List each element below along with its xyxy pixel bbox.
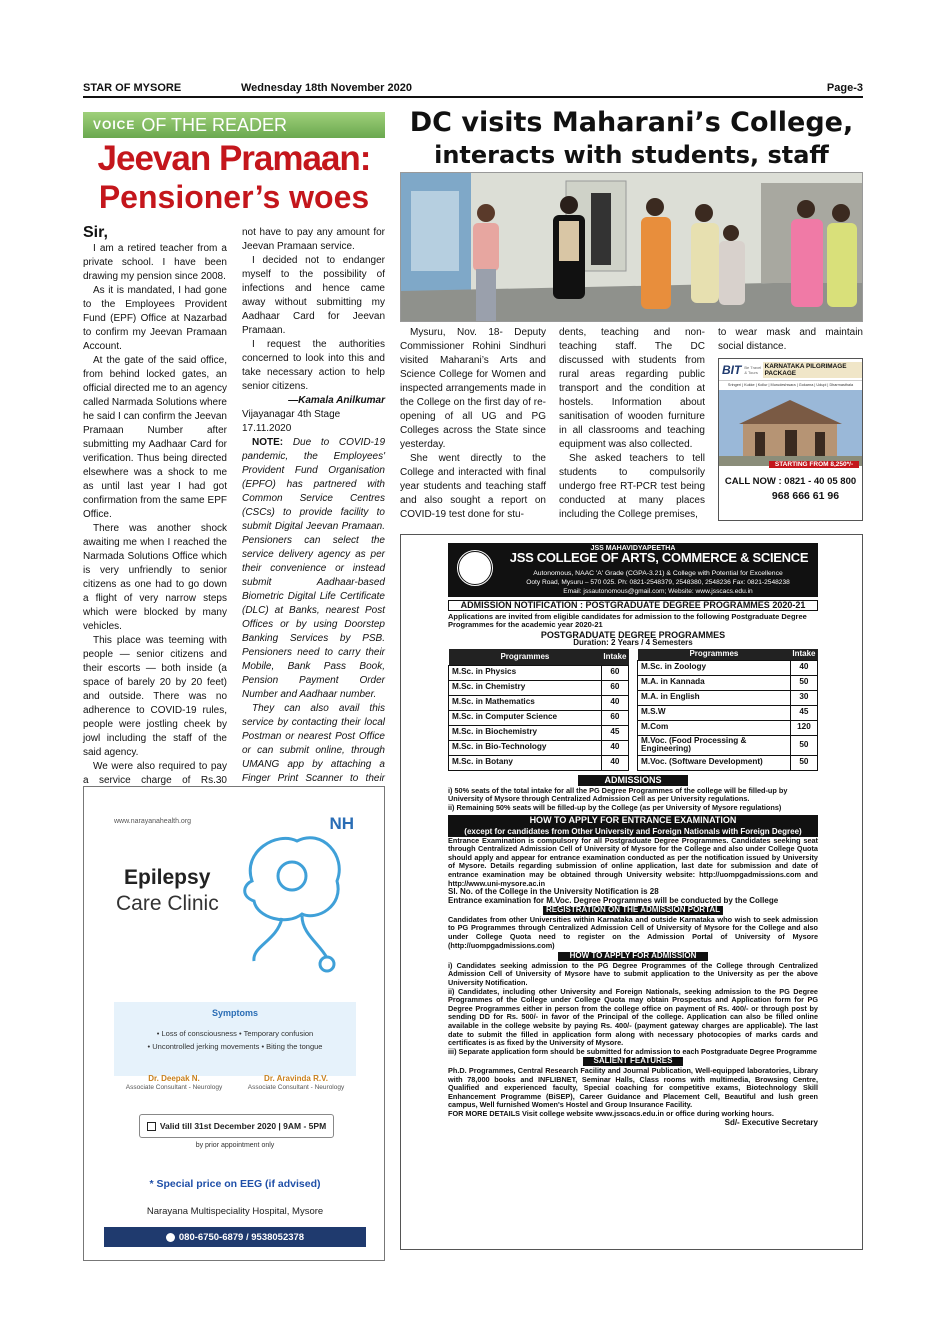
admission-rule-1: i) 50% seats of the total intake for all the PG Degree Programmes of the college will be filled-up by University of Mysore through Centralized Admission Cell as per University regulations. [448,785,788,804]
bit-ad-title: KARNATAKA PILGRIMAGE PACKAGE [763,362,862,378]
jss-duration: Duration: 2 Years / 4 Semesters [573,638,693,648]
apply-step-2: ii) Candidates, including other University and Foreign Nationals, seeking admission to the PG Degree Programmes of the College under College Quota may obtain Prospectus and Application form for PG Degree Programmes either in person from the college office on payment of Rs. 400/- or through post by sending DD for Rs. 500/- in favor of the Principal of the college. Application can also be filled online available in the college website by paying Rs. 400/- (payment gateway charges are applicable). The last date to submit the filled in application form along with necessary photocopies of marks cards and certificates is as fixed by the University of Mysore. [448,986,818,1048]
dc-news-photo [400,172,863,322]
letter-salutation: Sir, [83,224,108,241]
letter-paragraph: At the gate of the said office, from behind locked gates, an official directed me to an agency called Narmada Solutions where he said I can confirm the Jeevan Pramaan Number after submitting my Aadhaar Card for verification. Thus being directed elsewhere was a shock to me as until last year I had got confirmation from the same EPF Office. [83,355,227,520]
jss-address: Ooty Road, Mysuru – 570 025. Ph: 0821-2548379, 2548380, 2548236 Fax: 0821-2548238 [526,579,790,586]
narayana-url: www.narayanahealth.org [114,818,192,825]
bit-price: STARTING FROM 8,250*/- [769,461,859,468]
table-row: M.A. in English 30 [638,690,818,705]
dc-paragraph: Mysuru, Nov. 18- Deputy Commissioner Rohini Sindhuri visited Maharani’s Arts and Science College for Women and inspected arrangements made in the College on the first day of re-opening of all UG and PG Colleges across the State since yesterday. [400,327,546,450]
jss-intro: Applications are invited from eligible candidates for admission to the following Postgraduate Degree Programmes for the academic year 2020-21 [448,611,807,630]
table-row: M.Sc. in Chemistry 60 [449,680,629,695]
entrance-subtitle: (except for candidates from Other University and Foreign Nationals with Foreign Degree) [464,826,802,836]
clinic-title-1: Epilepsy [124,866,211,889]
table-row: M.Voc. (Food Processing & Engineering) 50 [638,735,818,755]
voice-headline [83,140,385,216]
bit-places: Sringeri | Kukke | Kollur | Murudeshwara | Gokarna | Udupi | Dharmasthala [727,383,854,387]
table-row: M.Sc. in Mathematics 40 [449,695,629,710]
jss-parent: JSS MAHAVIDYAPEETHA [590,545,676,552]
table-row: M.Sc. in Zoology 40 [638,660,818,675]
letter-signature: —Kamala Anilkumar [288,395,385,406]
voice-banner-prefix: VOICE [93,118,136,132]
letter-column-1 [83,226,227,802]
admission-rule-2: ii) Remaining 50% seats will be filled-up by the College (as per University of Mysore regulations) [448,802,782,812]
narayana-card [104,804,366,1234]
table-row: M.Sc. in Biochemistry 45 [449,725,629,740]
bit-ad-header [719,359,862,381]
doctor-1-name: Dr. Deepak N. [148,1074,200,1083]
programme-table-left [448,649,629,771]
voice-banner-rest: OF THE READER [141,114,288,135]
dc-headline-line2: interacts with students, staff [434,141,829,169]
jss-notification: ADMISSION NOTIFICATION : POSTGRADUATE DEGREE PROGRAMMES 2020-21 [448,600,818,611]
salient-text: Ph.D. Programmes, Central Research Facility and Journal Publication, Well-equipped laboratories, Library with 78,000 books and INFLIBNET, Seminar Halls, Class rooms with multimedia, Browsing Centre, Qualified and experienced faculty, Special coaching for competitive exams, Biotechnology Skill Enhancement Programme (BiSEP), Career Guidance and Placement Cell, Beautiful and lush green campus, Well furnished Women's Hostel and Group Insurance Facility. [448,1065,818,1110]
hospital-name: Narayana Multispeciality Hospital, Mysore [146,1206,324,1217]
jss-ad-content [448,543,818,1243]
editor-note-2: They can also avail this service by contacting their local Postman or nearest Post Office or can submit online, through UMANG app by attaching a Finger Print Scanner to their [242,703,385,784]
voice-headline-line2: Pensioner’s woes [98,179,370,215]
symptom-line-1: • Loss of consciousness • Temporary confusion [156,1029,314,1038]
narayana-phone-bar [104,1227,366,1247]
bit-call: CALL NOW : 0821 - 40 05 800 [724,476,857,487]
symptoms-heading: Symptoms [211,1008,258,1018]
mvoc-note: Entrance examination for M.Voc. Degree Programmes will be conducted by the College [448,895,779,905]
programme-table-right [637,649,818,771]
jss-college-name: JSS COLLEGE OF ARTS, COMMERCE & SCIENCE [509,550,809,565]
validity-box [139,1114,334,1138]
jss-programme-tables [448,649,818,771]
dc-paragraph: to wear mask and maintain social distance. [718,327,863,352]
eeg-special: * Special price on EEG (if advised) [149,1178,321,1190]
jss-emblem-icon [456,549,494,587]
jss-contact: Email: jssautonomous@gmail.com; Website: www.jsscacs.edu.in [563,588,753,595]
dc-column-1 [400,326,546,522]
page-number: Page-3 [826,82,863,94]
table-row: M.Sc. in Computer Science 60 [449,710,629,725]
appointment-note: by prior appointment only [195,1142,275,1149]
entrance-title: HOW TO APPLY FOR ENTRANCE EXAMINATION [529,814,737,825]
apply-step-1: i) Candidates seeking admission to the PG Degree Programmes of the College through Centralized Admission Cell of University of Mysore have to submit application to the University as per the above University Notification. [448,960,818,988]
jss-accreditation: Autonomous, NAAC 'A' Grade (CGPA-3.21) & College with Potential for Excellence [533,570,783,577]
voice-headline-line1: Jeevan Pramaan: [97,139,371,178]
symptom-line-2: • Uncontrolled jerking movements • Biting the tongue [147,1042,323,1051]
clinic-title-2: Care Clinic [116,892,219,915]
letter-paragraph: There was another shock awaiting me when I reached the Narmada Solutions Office which is very unfriendly to senior citizens as one had to go down a flight of very narrow steps which were blocked by many vehicles. [83,523,227,632]
registration-text: Candidates from other Universities within Karnataka and outside Karnataka who wish to seek admission to PG Programmes through Centralized Admission Cell of University of Mysore for the College and also under College Quota need to register on the Admission Portal of University of Mysore (http://uompgadmissions.com) [448,914,818,950]
nh-logo-text: NH [329,814,354,833]
col-header-programmes: Programmes [449,649,602,665]
salient-heading: SALIENT FEATURES [583,1057,683,1066]
paper-name: STAR OF MYSORE [83,82,182,94]
jss-college-ad [400,534,863,1250]
phone-icon [166,1233,175,1242]
registration-heading: REGISTRATION ON THE ADMISSION PORTAL [543,906,723,915]
dc-paragraph: She went directly to the College and interacted with final year students and teaching staff and also sought a report on COVID-19 test done for stu- [400,453,546,520]
corridor-scene [401,173,863,322]
letter-date: 17.11.2020 [242,423,292,434]
table-row: M.A. in Kannada 50 [638,675,818,690]
letter-column-2 [242,226,385,800]
letter-paragraph: not have to pay any amount for Jeevan Pramaan service. [242,227,385,252]
table-row: M.Com 120 [638,720,818,735]
narayana-phone: 080-6750-6879 / 9538052378 [178,1231,305,1243]
entrance-text: Entrance Examination is compulsory for all Postgraduate Degree Programmes. Candidates seeking seat through Centralized Admission Cell of University of Mysore for the College and also under College Quota should apply and appear for entrance examination conducted as per the notification issued by University of Mysore. Details regarding submission of online application, last date for submission and date of entrance examination may be obtained through University website: http://uompgadmissions.com and http://www.uni-mysore.ac.in [448,835,818,888]
col-header-intake: Intake [601,649,628,665]
table-row: M.Voc. (Software Development) 50 [638,755,818,770]
more-details: FOR MORE DETAILS Visit college website www.jsscacs.edu.in or office during working hours. [448,1108,774,1118]
dc-paragraph: She asked teachers to tell students to compulsorily undergo free RT-PCR test being conducted at many places including the College premises, [559,453,705,520]
jss-header [448,543,818,597]
editor-note: NOTE: Due to COVID-19 pandemic, the Employees' Provident Fund Organisation (EPFO) has partnered with Common Service Centres (CSCs) to provide facility to submit Digital Jeevan Pramaan. Pensioners can select the service delivery agency as per their convenience or instead submit Aadhaar-based Biometric Digital Life Certificate (DLC) at Banks, nearest Post Offices or by using Doorstep Banking Services by PSB. Pensioners need to carry their Mobile, Bank Pass Book, Pension Payment Order Number and Aadhaar number. [242,437,385,700]
letter-paragraph: As it is mandated, I had gone to the Employees Provident Fund (EPF) Office at Nazarbad to confirm my Jeevan Pramaan Account. [83,285,227,352]
dc-headline-line1: DC visits Maharani’s College, [409,107,854,138]
narayana-epilepsy-ad [83,786,385,1261]
bit-phone: 968 666 61 96 [771,490,840,502]
col-header-intake: Intake [790,649,817,660]
doctor-2-role: Associate Consultant - Neurology [247,1084,345,1091]
admissions-heading: ADMISSIONS [578,775,688,786]
table-row: M.Sc. in Bio-Technology 40 [449,740,629,755]
dc-column-3 [718,326,863,354]
table-row: M.Sc. in Botany 40 [449,755,629,770]
dc-column-2 [559,326,705,522]
issue-date: Wednesday 18th November 2020 [241,82,412,94]
letter-paragraph: I request the authorities concerned to look into this and take necessary action to help senior citizens. [242,339,385,392]
letter-paragraph: I am a retired teacher from a private school. I have been drawing my pension since 2008. [83,243,227,282]
doctor-1-role: Associate Consultant - Neurology [125,1084,223,1091]
dc-paragraph: dents, teaching and non-teaching staff. The DC discussed with students from rural areas regarding public transport and the condition at hostels. Information about sanitisation of wooden furniture in all classrooms and teaching equipment was also collected. [559,327,705,450]
bit-logo: BIT [722,362,742,377]
table-row: M.S.W 45 [638,705,818,720]
apply-heading: HOW TO APPLY FOR ADMISSION [558,952,708,961]
voice-banner [83,112,385,138]
apply-step-3: iii) Separate application form should be submitted for admission to each Postgraduate Degree Programme [448,1046,817,1056]
executive-secretary: Sd/- Executive Secretary [724,1117,818,1127]
jss-pg-title: POSTGRADUATE DEGREE PROGRAMMES [540,629,726,640]
masthead-rule [83,96,863,98]
letter-paragraph: This place was teeming with people — senior citizens and their escorts — both inside (a space of barely 20 by 20 feet) and outside. There was no adherence to COVID-19 rules, people were jostling cheek by jowl including the staff of the said agency. [83,635,227,758]
brain-stethoscope-icon [232,826,352,976]
letter-paragraph: I decided not to endanger myself to the possibility of infections and hence came away without submitting my Aadhaar Card for Jeevan Pramaan. [242,255,385,336]
calendar-icon [147,1122,156,1131]
letter-paragraph: We were also required to pay a service charge of Rs.30 [83,761,227,786]
college-sl-no: Sl. No. of the College in the University Notification is 28 [448,887,659,897]
temple-photo [719,390,862,466]
masthead [83,81,863,97]
letter-address: Vijayanagar 4th Stage [242,409,341,420]
bit-logo-sub: Be Travel & Tours [744,364,762,375]
entrance-heading [448,815,818,837]
doctor-2-name: Dr. Aravinda R.V. [264,1074,328,1083]
validity-text: Valid till 31st December 2020 | 9AM - 5PM [159,1121,327,1131]
col-header-programmes: Programmes [638,649,791,660]
bit-pilgrimage-ad [718,358,863,521]
table-row: M.Sc. in Physics 60 [449,665,629,680]
dc-headline [400,107,863,171]
